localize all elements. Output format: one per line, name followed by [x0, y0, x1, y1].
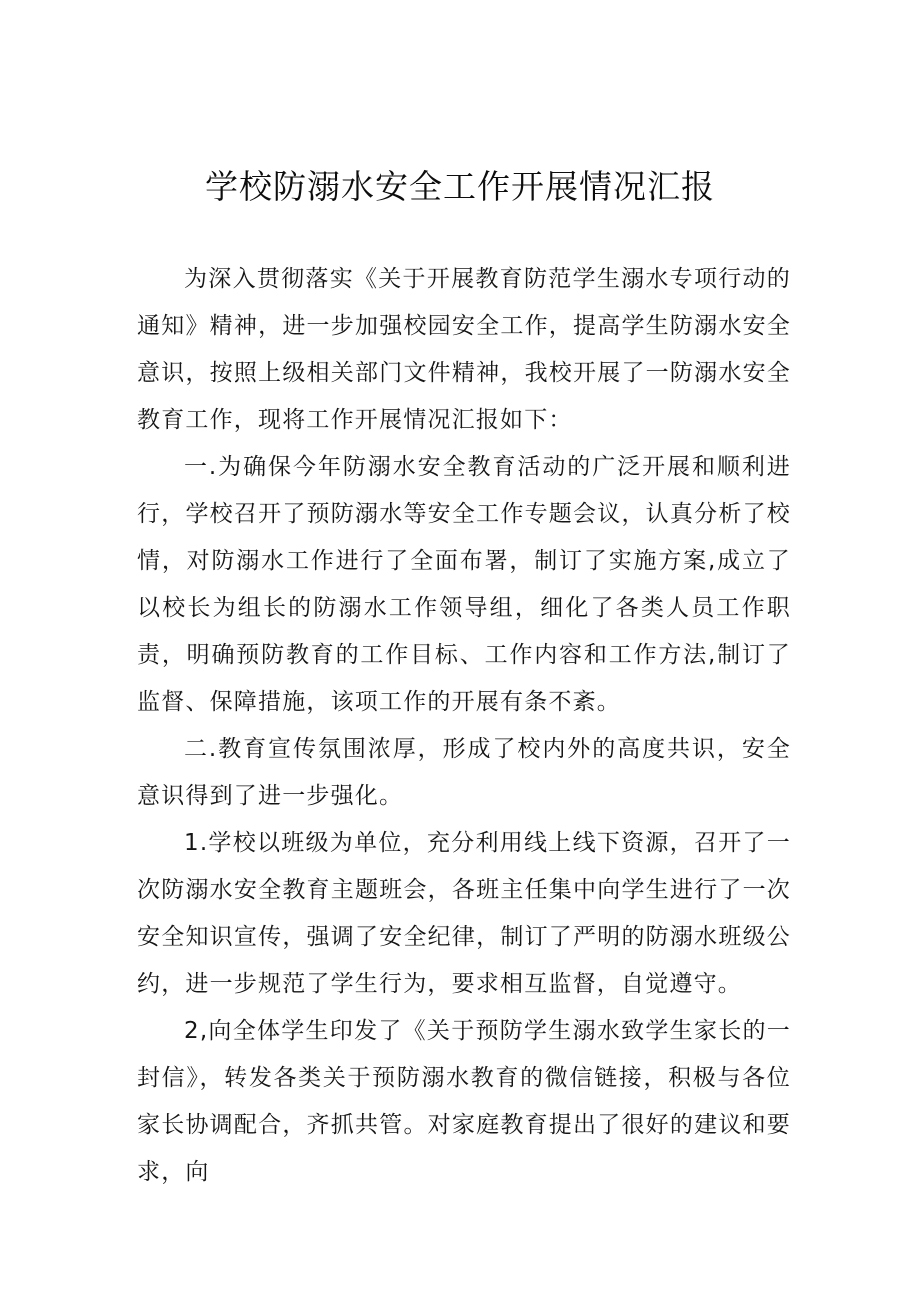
paragraph-item-two: 2,向全体学生印发了《关于预防学生溺水致学生家长的一封信》，转发各类关于预防溺水教育的微信链接，积极与各位家长协调配合，齐抓共管。对家庭教育提出了很好的建议和要求，向: [137, 1018, 791, 1185]
paragraph-item-one: 1.学校以班级为单位，充分利用线上线下资源，召开了一次防溺水安全教育主题班会，各班主任集中向学生进行了一次安全知识宣传，强调了安全纪律，制订了严明的防溺水班级公约，进一步规范了学生行为，要求相互监督，自觉遵守。: [137, 830, 791, 997]
document-title: 学校防溺水安全工作开展情况汇报: [205, 167, 715, 206]
document-body: [137, 256, 791, 1196]
paragraph-section-one: 一.为确保今年防溺水安全教育活动的广泛开展和顺利进行，学校召开了预防溺水等安全工作专题会议，认真分析了校情，对防溺水工作进行了全面布署，制订了实施方案,成立了以校长为组长的防溺水工作领导组，细化了各类人员工作职责，明确预防教育的工作目标、工作内容和工作方法,制订了监督、保障措施，该项工作的开展有条不紊。: [137, 454, 791, 715]
paragraph-intro: 为深入贯彻落实《关于开展教育防范学生溺水专项行动的通知》精神，进一步加强校园安全工作，提高学生防溺水安全意识，按照上级相关部门文件精神，我校开展了一防溺水安全教育工作，现将工作开展情况汇报如下：: [137, 266, 791, 433]
paragraph-section-two: 二.教育宣传氛围浓厚，形成了校内外的高度共识，安全意识得到了进一步强化。: [137, 736, 791, 809]
